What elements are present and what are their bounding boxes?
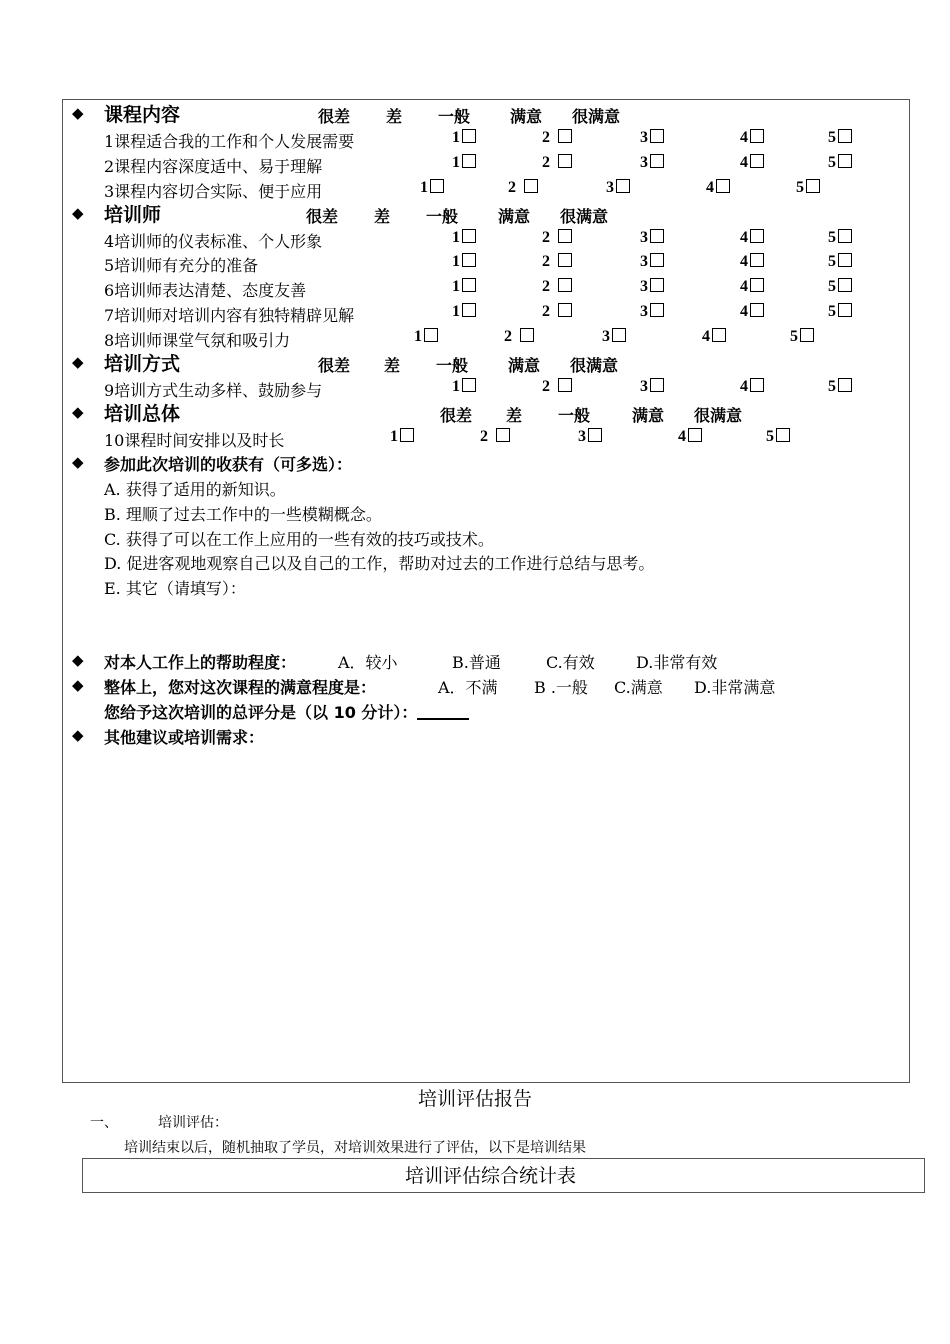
checkbox-icon[interactable] bbox=[776, 428, 790, 442]
checkbox-icon[interactable] bbox=[462, 129, 476, 143]
rating-option[interactable] bbox=[828, 129, 852, 147]
rating-number: 3 bbox=[640, 154, 648, 171]
rating-option[interactable] bbox=[542, 303, 572, 321]
rating-number: 4 bbox=[702, 328, 710, 345]
section-title: 培训总体 bbox=[104, 403, 181, 425]
checkbox-icon[interactable] bbox=[650, 129, 664, 143]
scale-label: 差 bbox=[374, 207, 391, 226]
rating-number: 4 bbox=[740, 229, 748, 246]
gains-option-a[interactable]: A. 获得了适用的新知识。 bbox=[104, 480, 286, 499]
rating-option[interactable] bbox=[606, 179, 630, 197]
rating-option[interactable] bbox=[542, 154, 572, 172]
gains-option-d[interactable]: D. 促进客观地观察自己以及自己的工作，帮助对过去的工作进行总结与思考。 bbox=[104, 554, 655, 573]
checkbox-icon[interactable] bbox=[496, 428, 510, 442]
rating-option[interactable] bbox=[740, 378, 764, 396]
checkbox-icon[interactable] bbox=[612, 328, 626, 342]
section-title: 课程内容 bbox=[104, 104, 181, 126]
rating-number: 2 bbox=[504, 328, 512, 345]
rating-option[interactable] bbox=[740, 154, 764, 172]
checkbox-icon[interactable] bbox=[462, 229, 476, 243]
rating-option[interactable] bbox=[452, 303, 476, 321]
checkbox-icon[interactable] bbox=[558, 154, 572, 168]
scale-label: 很差 bbox=[440, 406, 473, 425]
rating-option[interactable] bbox=[790, 328, 814, 346]
checkbox-icon[interactable] bbox=[558, 129, 572, 143]
checkbox-icon[interactable] bbox=[650, 253, 664, 267]
scale-label: 满意 bbox=[498, 207, 531, 226]
checkbox-icon[interactable] bbox=[462, 278, 476, 292]
item-label: 2课程内容深度适中、易于理解 bbox=[104, 157, 323, 176]
rating-number: 3 bbox=[640, 129, 648, 146]
rating-option[interactable] bbox=[640, 253, 664, 271]
item-label: 9培训方式生动多样、鼓励参与 bbox=[104, 381, 323, 400]
satisfaction-option[interactable]: A．不满 bbox=[438, 678, 498, 697]
rating-option[interactable] bbox=[602, 328, 626, 346]
satisfaction-option[interactable]: D.非常满意 bbox=[694, 678, 776, 697]
report-title: 培训评估报告 bbox=[418, 1088, 533, 1110]
scale-label: 很满意 bbox=[560, 207, 609, 226]
checkbox-icon[interactable] bbox=[462, 154, 476, 168]
rating-number: 4 bbox=[740, 378, 748, 395]
rating-number: 4 bbox=[740, 303, 748, 320]
rating-number: 3 bbox=[640, 278, 648, 295]
rating-option[interactable] bbox=[828, 378, 852, 396]
rating-number: 5 bbox=[828, 129, 836, 146]
rating-option[interactable] bbox=[390, 428, 414, 446]
help-option[interactable]: C.有效 bbox=[546, 653, 595, 672]
rating-item bbox=[104, 154, 322, 177]
gains-question: 参加此次培训的收获有（可多选）： bbox=[104, 455, 353, 474]
rating-option[interactable] bbox=[578, 428, 602, 446]
rating-number: 5 bbox=[828, 154, 836, 171]
checkbox-icon[interactable] bbox=[650, 278, 664, 292]
checkbox-icon[interactable] bbox=[838, 303, 852, 317]
checkbox-icon[interactable] bbox=[650, 229, 664, 243]
help-question: 对本人工作上的帮助程度： bbox=[104, 653, 297, 672]
bullet-diamond-icon: ◆ bbox=[72, 104, 84, 122]
rating-option[interactable] bbox=[542, 229, 572, 247]
rating-number: 5 bbox=[828, 253, 836, 270]
rating-option[interactable] bbox=[796, 179, 820, 197]
rating-number: 5 bbox=[790, 328, 798, 345]
satisfaction-option[interactable]: C.满意 bbox=[614, 678, 663, 697]
rating-item bbox=[104, 378, 322, 401]
gains-option-e[interactable]: E. 其它（请填写）： bbox=[104, 579, 246, 598]
scale-label: 差 bbox=[384, 356, 401, 375]
rating-option[interactable] bbox=[452, 129, 476, 147]
rating-number: 2 bbox=[542, 229, 550, 246]
scale-label: 差 bbox=[386, 107, 403, 126]
scale-label: 满意 bbox=[508, 356, 541, 375]
checkbox-icon[interactable] bbox=[750, 154, 764, 168]
rating-option[interactable] bbox=[828, 229, 852, 247]
rating-number: 3 bbox=[578, 428, 586, 445]
rating-number: 4 bbox=[740, 253, 748, 270]
scale-label: 一般 bbox=[438, 107, 471, 126]
rating-number: 2 bbox=[542, 154, 550, 171]
rating-number: 1 bbox=[420, 179, 428, 196]
item-label: 5培训师有充分的准备 bbox=[104, 256, 259, 275]
rating-option[interactable] bbox=[740, 278, 764, 296]
rating-number: 1 bbox=[452, 229, 460, 246]
rating-number: 5 bbox=[796, 179, 804, 196]
checkbox-icon[interactable] bbox=[430, 179, 444, 193]
checkbox-icon[interactable] bbox=[558, 378, 572, 392]
rating-option[interactable] bbox=[452, 378, 476, 396]
checkbox-icon[interactable] bbox=[558, 253, 572, 267]
rating-option[interactable] bbox=[640, 229, 664, 247]
item-label: 10课程时间安排以及时长 bbox=[104, 431, 285, 450]
checkbox-icon[interactable] bbox=[838, 278, 852, 292]
checkbox-icon[interactable] bbox=[650, 303, 664, 317]
rating-number: 4 bbox=[706, 179, 714, 196]
section-title: 培训师 bbox=[104, 204, 162, 226]
bullet-diamond-icon: ◆ bbox=[72, 403, 84, 421]
help-option[interactable]: D.非常有效 bbox=[636, 653, 718, 672]
bullet-diamond-icon: ◆ bbox=[72, 204, 84, 222]
scale-label: 很满意 bbox=[694, 406, 743, 425]
checkbox-icon[interactable] bbox=[806, 179, 820, 193]
rating-number: 5 bbox=[766, 428, 774, 445]
rating-number: 2 bbox=[508, 179, 516, 196]
bullet-diamond-icon: ◆ bbox=[72, 726, 84, 744]
rating-number: 1 bbox=[452, 129, 460, 146]
rating-number: 3 bbox=[602, 328, 610, 345]
rating-option[interactable] bbox=[542, 278, 572, 296]
rating-option[interactable] bbox=[766, 428, 790, 446]
checkbox-icon[interactable] bbox=[712, 328, 726, 342]
rating-option[interactable] bbox=[740, 229, 764, 247]
checkbox-icon[interactable] bbox=[400, 428, 414, 442]
gains-option-c[interactable]: C. 获得了可以在工作上应用的一些有效的技巧或技术。 bbox=[104, 530, 494, 549]
checkbox-icon[interactable] bbox=[716, 179, 730, 193]
checkbox-icon[interactable] bbox=[520, 328, 534, 342]
help-option[interactable]: A．较小 bbox=[338, 653, 398, 672]
help-option[interactable]: B.普通 bbox=[452, 653, 501, 672]
rating-number: 3 bbox=[640, 229, 648, 246]
rating-option[interactable] bbox=[828, 303, 852, 321]
rating-item bbox=[104, 328, 290, 351]
scale-label: 很满意 bbox=[570, 356, 619, 375]
checkbox-icon[interactable] bbox=[462, 378, 476, 392]
rating-option[interactable] bbox=[504, 328, 534, 346]
rating-number: 4 bbox=[740, 129, 748, 146]
gains-option-b[interactable]: B. 理顺了过去工作中的一些模糊概念。 bbox=[104, 505, 382, 524]
checkbox-icon[interactable] bbox=[838, 253, 852, 267]
rating-number: 5 bbox=[828, 378, 836, 395]
rating-number: 2 bbox=[542, 129, 550, 146]
bullet-diamond-icon: ◆ bbox=[72, 453, 84, 471]
scale-label: 很满意 bbox=[572, 107, 621, 126]
rating-option[interactable] bbox=[420, 179, 444, 197]
checkbox-icon[interactable] bbox=[424, 328, 438, 342]
rating-number: 1 bbox=[452, 278, 460, 295]
rating-item bbox=[104, 129, 354, 152]
checkbox-icon[interactable] bbox=[558, 229, 572, 243]
scale-label: 满意 bbox=[632, 406, 665, 425]
rating-option[interactable] bbox=[452, 154, 476, 172]
score-label: 您给予这次培训的总评分是（以 10 分计）： bbox=[104, 703, 418, 722]
rating-option[interactable] bbox=[740, 253, 764, 271]
checkbox-icon[interactable] bbox=[616, 179, 630, 193]
checkbox-icon[interactable] bbox=[800, 328, 814, 342]
rating-number: 1 bbox=[390, 428, 398, 445]
checkbox-icon[interactable] bbox=[588, 428, 602, 442]
item-label: 1课程适合我的工作和个人发展需要 bbox=[104, 132, 355, 151]
rating-number: 2 bbox=[542, 378, 550, 395]
rating-item bbox=[104, 179, 322, 202]
item-label: 7培训师对培训内容有独特精辟见解 bbox=[104, 306, 355, 325]
rating-option[interactable] bbox=[542, 129, 572, 147]
rating-option[interactable] bbox=[828, 253, 852, 271]
item-label: 4培训师的仪表标准、个人形象 bbox=[104, 232, 323, 251]
rating-item bbox=[104, 278, 306, 301]
checkbox-icon[interactable] bbox=[558, 278, 572, 292]
rating-number: 3 bbox=[640, 378, 648, 395]
bullet-diamond-icon: ◆ bbox=[72, 676, 84, 694]
checkbox-icon[interactable] bbox=[524, 179, 538, 193]
rating-item bbox=[104, 303, 354, 326]
rating-option[interactable] bbox=[702, 328, 726, 346]
scale-label: 满意 bbox=[510, 107, 543, 126]
rating-option[interactable] bbox=[452, 278, 476, 296]
checkbox-icon[interactable] bbox=[688, 428, 702, 442]
rating-number: 4 bbox=[678, 428, 686, 445]
checkbox-icon[interactable] bbox=[650, 154, 664, 168]
rating-item bbox=[104, 229, 322, 252]
rating-number: 3 bbox=[640, 303, 648, 320]
rating-option[interactable] bbox=[678, 428, 702, 446]
item-label: 6培训师表达清楚、态度友善 bbox=[104, 281, 307, 300]
rating-number: 4 bbox=[740, 154, 748, 171]
rating-option[interactable] bbox=[828, 278, 852, 296]
rating-option[interactable] bbox=[740, 129, 764, 147]
rating-option[interactable] bbox=[640, 378, 664, 396]
rating-number: 1 bbox=[452, 303, 460, 320]
report-description: 培训结束以后，随机抽取了学员，对培训效果进行了评估，以下是培训结果 bbox=[124, 1140, 586, 1156]
rating-number: 2 bbox=[542, 303, 550, 320]
item-label: 3课程内容切合实际、便于应用 bbox=[104, 182, 323, 201]
rating-option[interactable] bbox=[640, 154, 664, 172]
scale-label: 一般 bbox=[558, 406, 591, 425]
rating-option[interactable] bbox=[480, 428, 510, 446]
statistics-table bbox=[82, 1158, 925, 1193]
rating-number: 2 bbox=[542, 253, 550, 270]
checkbox-icon[interactable] bbox=[750, 253, 764, 267]
rating-option[interactable] bbox=[828, 154, 852, 172]
checkbox-icon[interactable] bbox=[750, 278, 764, 292]
rating-number: 1 bbox=[414, 328, 422, 345]
rating-option[interactable] bbox=[740, 303, 764, 321]
checkbox-icon[interactable] bbox=[650, 378, 664, 392]
satisfaction-question: 整体上，您对这次课程的满意程度是： bbox=[104, 678, 377, 697]
checkbox-icon[interactable] bbox=[750, 378, 764, 392]
rating-option[interactable] bbox=[542, 378, 572, 396]
checkbox-icon[interactable] bbox=[462, 253, 476, 267]
rating-number: 1 bbox=[452, 154, 460, 171]
rating-item bbox=[104, 253, 258, 276]
rating-number: 1 bbox=[452, 378, 460, 395]
scale-label: 一般 bbox=[426, 207, 459, 226]
report-section-label: 培训评估： bbox=[158, 1115, 228, 1131]
rating-number: 5 bbox=[828, 229, 836, 246]
item-label: 8培训师课堂气氛和吸引力 bbox=[104, 331, 291, 350]
rating-option[interactable] bbox=[452, 229, 476, 247]
rating-option[interactable] bbox=[640, 303, 664, 321]
checkbox-icon[interactable] bbox=[558, 303, 572, 317]
checkbox-icon[interactable] bbox=[750, 229, 764, 243]
rating-number: 2 bbox=[480, 428, 488, 445]
rating-number: 1 bbox=[452, 253, 460, 270]
score-blank-field[interactable] bbox=[417, 704, 469, 720]
checkbox-icon[interactable] bbox=[838, 378, 852, 392]
checkbox-icon[interactable] bbox=[750, 129, 764, 143]
rating-number: 4 bbox=[740, 278, 748, 295]
rating-option[interactable] bbox=[414, 328, 438, 346]
rating-option[interactable] bbox=[508, 179, 538, 197]
rating-number: 3 bbox=[606, 179, 614, 196]
section-title: 培训方式 bbox=[104, 353, 181, 375]
checkbox-icon[interactable] bbox=[462, 303, 476, 317]
rating-option[interactable] bbox=[706, 179, 730, 197]
suggestions-question: 其他建议或培训需求： bbox=[104, 728, 265, 747]
rating-option[interactable] bbox=[542, 253, 572, 271]
scale-label: 差 bbox=[506, 406, 523, 425]
rating-option[interactable] bbox=[452, 253, 476, 271]
scale-label: 很差 bbox=[306, 207, 339, 226]
checkbox-icon[interactable] bbox=[838, 154, 852, 168]
rating-number: 5 bbox=[828, 278, 836, 295]
scale-label: 很差 bbox=[318, 107, 351, 126]
score-question bbox=[104, 700, 469, 723]
rating-option[interactable] bbox=[640, 278, 664, 296]
scale-label: 很差 bbox=[318, 356, 351, 375]
checkbox-icon[interactable] bbox=[838, 129, 852, 143]
checkbox-icon[interactable] bbox=[838, 229, 852, 243]
checkbox-icon[interactable] bbox=[750, 303, 764, 317]
statistics-table-title: 培训评估综合统计表 bbox=[405, 1165, 577, 1187]
scale-label: 一般 bbox=[436, 356, 469, 375]
satisfaction-option[interactable]: B .一般 bbox=[534, 678, 588, 697]
rating-number: 5 bbox=[828, 303, 836, 320]
bullet-diamond-icon: ◆ bbox=[72, 353, 84, 371]
rating-option[interactable] bbox=[640, 129, 664, 147]
rating-item bbox=[104, 428, 284, 451]
bullet-diamond-icon: ◆ bbox=[72, 651, 84, 669]
rating-number: 3 bbox=[640, 253, 648, 270]
report-section-number: 一、 bbox=[90, 1115, 118, 1131]
rating-number: 2 bbox=[542, 278, 550, 295]
